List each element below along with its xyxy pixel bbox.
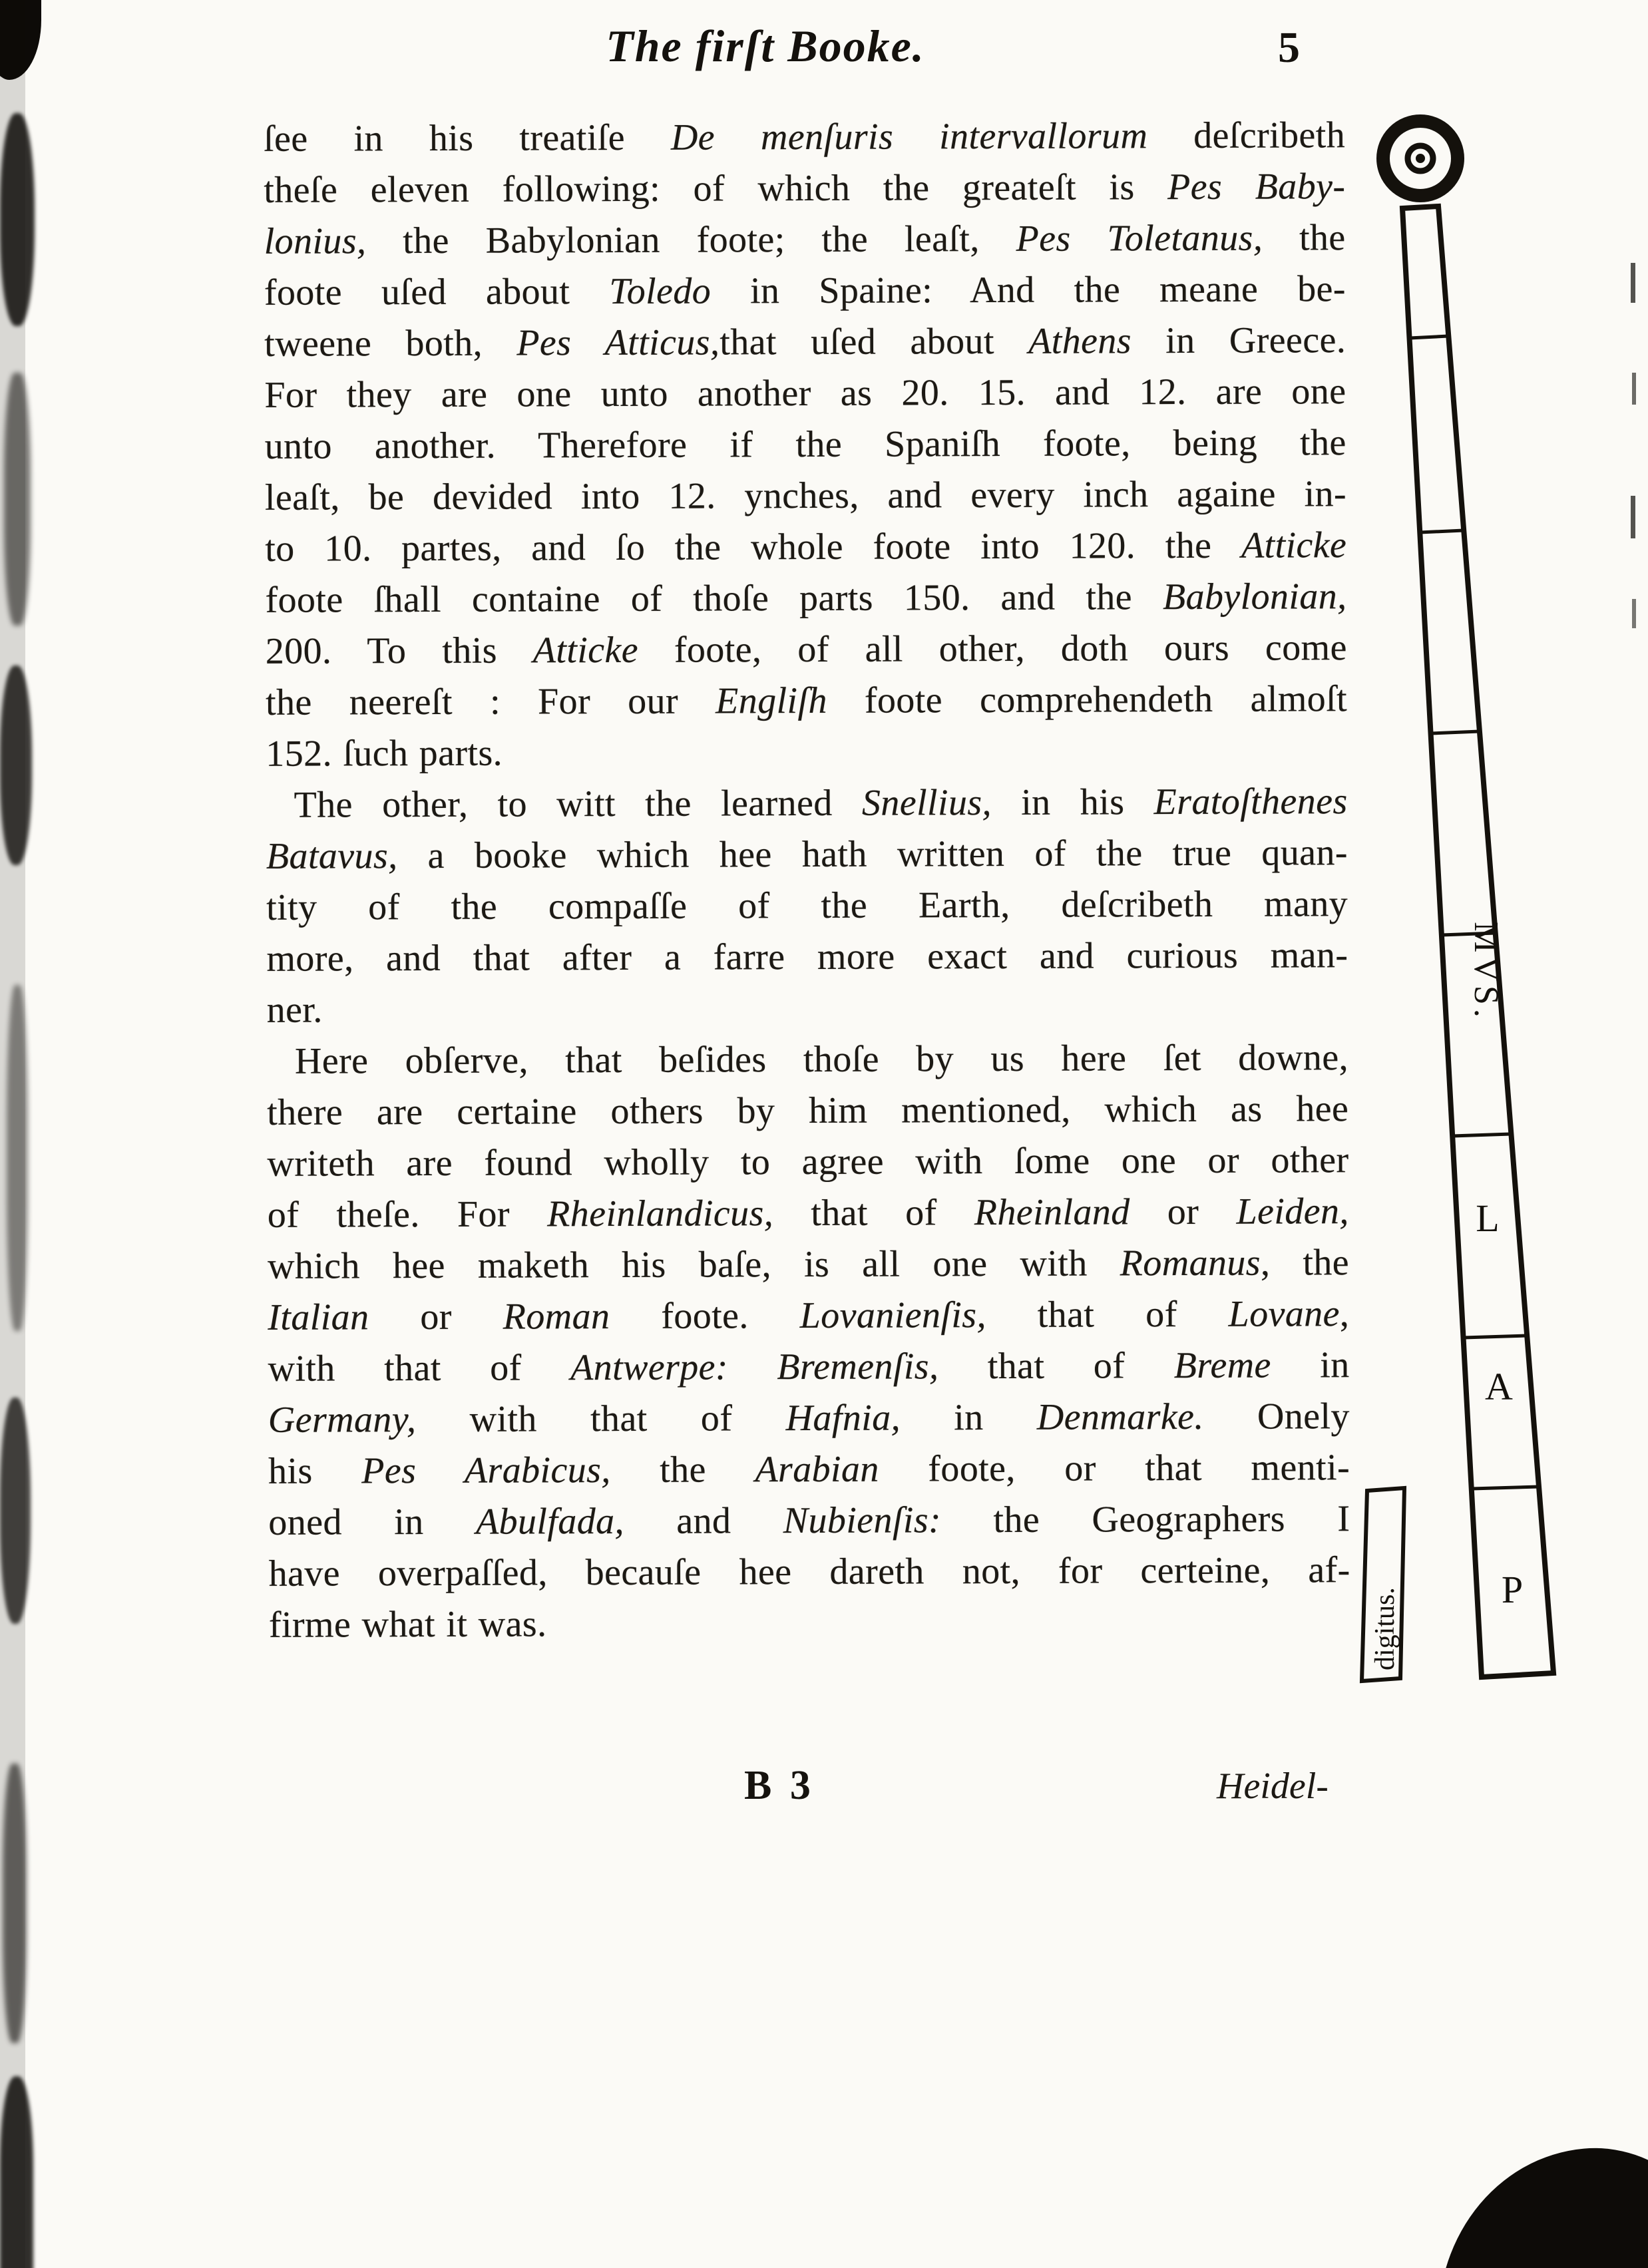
- text-segment: Pes Arabicus,: [361, 1449, 611, 1492]
- text-segment: foote comprehendeth almoſt: [827, 678, 1348, 721]
- text-segment: Here obſerve, that beſides thoſe by us here ſet downe,: [294, 1037, 1349, 1082]
- ruler-label-p: P: [1501, 1568, 1524, 1611]
- text-line: [266, 673, 1347, 729]
- text-segment: in Spaine: And the meane be-: [710, 268, 1346, 312]
- text-segment: that of: [773, 1192, 974, 1234]
- text-segment: that uſed about: [720, 320, 1029, 363]
- text-segment: Snellius,: [861, 782, 992, 824]
- text-line: [268, 1288, 1349, 1344]
- scan-artifact: [0, 2076, 33, 2268]
- paragraph: [266, 776, 1348, 1036]
- ruler-svg: [1351, 100, 1564, 1710]
- text-segment: Babylonian,: [1162, 576, 1347, 618]
- text-line: [267, 981, 1348, 1036]
- scan-artifact: [7, 985, 28, 1331]
- scan-artifact: [1632, 599, 1636, 628]
- ruler-label-mvs: MVS.: [1467, 922, 1505, 1022]
- text-segment: the: [610, 1449, 755, 1491]
- text-segment: in: [1271, 1344, 1350, 1386]
- text-line: [264, 315, 1346, 370]
- text-segment: Breme: [1173, 1344, 1271, 1387]
- text-segment: Athens: [1028, 320, 1132, 362]
- text-line: [265, 571, 1346, 626]
- scan-artifact: [1496, 2190, 1599, 2268]
- text-line: [267, 1135, 1348, 1190]
- text-segment: foote, of all other, doth ours come: [638, 627, 1347, 671]
- text-segment: in his: [991, 781, 1154, 824]
- text-segment: in: [900, 1396, 1037, 1439]
- text-segment: unto another. Therefore if the Spaniſh foote, being the: [264, 422, 1346, 467]
- text-segment: firme what it was.: [268, 1603, 547, 1646]
- text-segment: foote uſed about: [264, 271, 610, 313]
- text-segment: Pes Atticus,: [516, 321, 720, 364]
- text-segment: with that of: [416, 1398, 786, 1441]
- text-line: [265, 417, 1346, 472]
- text-segment: deſcribeth: [1147, 114, 1346, 157]
- text-segment: Nubienſis:: [783, 1499, 942, 1542]
- text-segment: foote.: [610, 1295, 800, 1338]
- text-segment: [728, 1346, 777, 1388]
- text-line: [267, 1032, 1348, 1087]
- text-segment: leaſt, be devided into 12. ynches, and every inch againe in-: [264, 473, 1347, 518]
- text-segment: Lovanienſis,: [799, 1294, 986, 1337]
- text-segment: Bremenſis,: [777, 1346, 939, 1388]
- text-segment: that of: [938, 1345, 1174, 1388]
- text-segment: Hafnia,: [785, 1397, 901, 1439]
- text-segment: Engliſh: [716, 679, 827, 722]
- text-line: [264, 264, 1346, 319]
- scan-artifact: [3, 1764, 27, 2043]
- signature-mark: B 3: [744, 1763, 815, 1808]
- text-line: [265, 520, 1346, 575]
- ruler-ring-dot: [1416, 154, 1425, 163]
- text-segment: his: [268, 1450, 362, 1492]
- body-text: [264, 110, 1350, 1651]
- text-line: [264, 212, 1346, 268]
- scan-artifact: [1632, 373, 1636, 405]
- text-segment: ner.: [266, 989, 323, 1031]
- text-segment: a booke which hee hath written of the true quan-: [397, 832, 1348, 877]
- text-segment: Romanus: [1120, 1242, 1261, 1284]
- text-segment: the Geographers I: [940, 1498, 1350, 1541]
- text-segment: the Babylonian foote; the leaſt,: [366, 218, 1016, 262]
- text-segment: have overpaſſed, becauſe hee dareth not, for certeine, af-: [268, 1549, 1350, 1595]
- text-segment: with that of: [268, 1347, 571, 1390]
- text-segment: or: [369, 1296, 503, 1338]
- text-segment: Denmarke.: [1036, 1396, 1204, 1438]
- scan-artifact: [0, 665, 32, 865]
- text-segment: Antwerpe:: [570, 1346, 729, 1389]
- text-line: [268, 1340, 1349, 1395]
- scan-artifact: [1631, 496, 1635, 538]
- text-segment: De menſuris intervallorum: [670, 115, 1148, 158]
- text-segment: tweene both,: [264, 322, 517, 365]
- text-line: [268, 1545, 1350, 1600]
- text-line: [268, 1493, 1350, 1549]
- ruler-label-a: A: [1485, 1365, 1513, 1408]
- page-number: 5: [1278, 23, 1300, 72]
- scan-artifact: [1424, 2137, 1648, 2268]
- text-segment: Atticke: [1241, 524, 1347, 566]
- text-line: [264, 161, 1345, 216]
- scan-artifact: [0, 113, 35, 326]
- text-line: [268, 1186, 1349, 1241]
- text-segment: Batavus,: [266, 835, 398, 877]
- text-segment: Atticke: [532, 629, 639, 671]
- scan-artifact: [0, 0, 41, 80]
- text-segment: to 10. partes, and ſo the whole foote into 120. the: [265, 524, 1242, 570]
- text-segment: Rheinland: [974, 1191, 1130, 1234]
- text-segment: the neereſt : For our: [265, 680, 716, 723]
- text-segment: writeth are found wholly to agree with ſome one or other: [267, 1139, 1349, 1185]
- text-segment: or: [1130, 1191, 1237, 1233]
- text-segment: Onely: [1203, 1396, 1350, 1437]
- text-segment: foote, or that menti-: [879, 1447, 1350, 1490]
- text-segment: For they are one unto another as 20. 15. and 12. are one: [264, 371, 1346, 416]
- scan-artifact: [4, 373, 31, 626]
- scan-artifact: [1631, 263, 1635, 303]
- text-line: [264, 366, 1346, 421]
- text-line: [268, 1237, 1349, 1292]
- text-line: [266, 622, 1347, 677]
- scan-artifact: [0, 0, 25, 2268]
- scan-artifact: [0, 1398, 31, 1624]
- text-segment: in Greece.: [1131, 319, 1346, 362]
- text-segment: Germany,: [268, 1399, 417, 1441]
- text-line: [266, 930, 1348, 985]
- text-segment: which hee maketh his baſe, is all one with: [267, 1242, 1120, 1287]
- text-line: [266, 725, 1347, 780]
- text-segment: Rheinlandicus,: [547, 1193, 774, 1235]
- text-segment: Arabian: [755, 1448, 879, 1491]
- text-line: [264, 110, 1345, 165]
- text-segment: Toledo: [609, 270, 712, 313]
- text-segment: 200. To this: [265, 630, 533, 672]
- ruler-label-l: L: [1476, 1197, 1500, 1240]
- text-segment: more, and that after a farre more exact and curious man-: [266, 934, 1348, 980]
- ruler-label-digitus: digitus.: [1370, 1587, 1400, 1670]
- text-segment: tity of the compaſſe of the Earth, deſcribeth many: [266, 883, 1348, 928]
- running-title: The firſt Booke.: [606, 21, 925, 71]
- ruler-illustration: [1351, 100, 1564, 1710]
- text-line: [267, 1083, 1348, 1139]
- text-segment: oned in: [268, 1501, 477, 1543]
- text-segment: lonius,: [264, 220, 367, 262]
- text-line: [266, 776, 1347, 831]
- text-segment: Pes Toletanus,: [1016, 217, 1263, 260]
- text-segment: of theſe. For: [267, 1193, 548, 1236]
- text-line: [265, 469, 1346, 524]
- text-segment: Roman: [503, 1296, 610, 1338]
- text-segment: that of: [986, 1293, 1229, 1336]
- text-segment: there are certaine others by him mentioned, which as hee: [267, 1088, 1349, 1133]
- text-segment: Italian: [268, 1296, 369, 1338]
- text-segment: , the: [1260, 1242, 1350, 1284]
- text-line: [266, 827, 1348, 882]
- text-segment: the: [1263, 217, 1346, 259]
- text-line: [268, 1391, 1350, 1446]
- text-segment: foote ſhall containe of thoſe parts 150. and the: [265, 576, 1163, 621]
- text-line: [269, 1596, 1350, 1651]
- text-segment: Lovane: [1228, 1293, 1340, 1335]
- paragraph: [267, 1032, 1350, 1651]
- text-line: [268, 1442, 1350, 1497]
- text-segment: Pes Baby-: [1167, 166, 1346, 208]
- text-segment: 152. ſuch parts.: [266, 732, 503, 775]
- paragraph: [264, 110, 1347, 780]
- text-segment: The other, to witt the learned: [294, 782, 863, 826]
- text-segment: ſee in his treatiſe: [263, 116, 672, 160]
- text-segment: theſe eleven following: of which the greateſt is: [264, 166, 1168, 211]
- text-segment: Leiden,: [1236, 1191, 1349, 1232]
- text-segment: Abulfada,: [475, 1500, 624, 1543]
- text-segment: and: [624, 1500, 783, 1542]
- text-line: [266, 878, 1348, 934]
- text-segment: ,: [1339, 1293, 1350, 1335]
- catchword: Heidel-: [1217, 1766, 1329, 1807]
- text-segment: Eratoſthenes: [1153, 781, 1348, 823]
